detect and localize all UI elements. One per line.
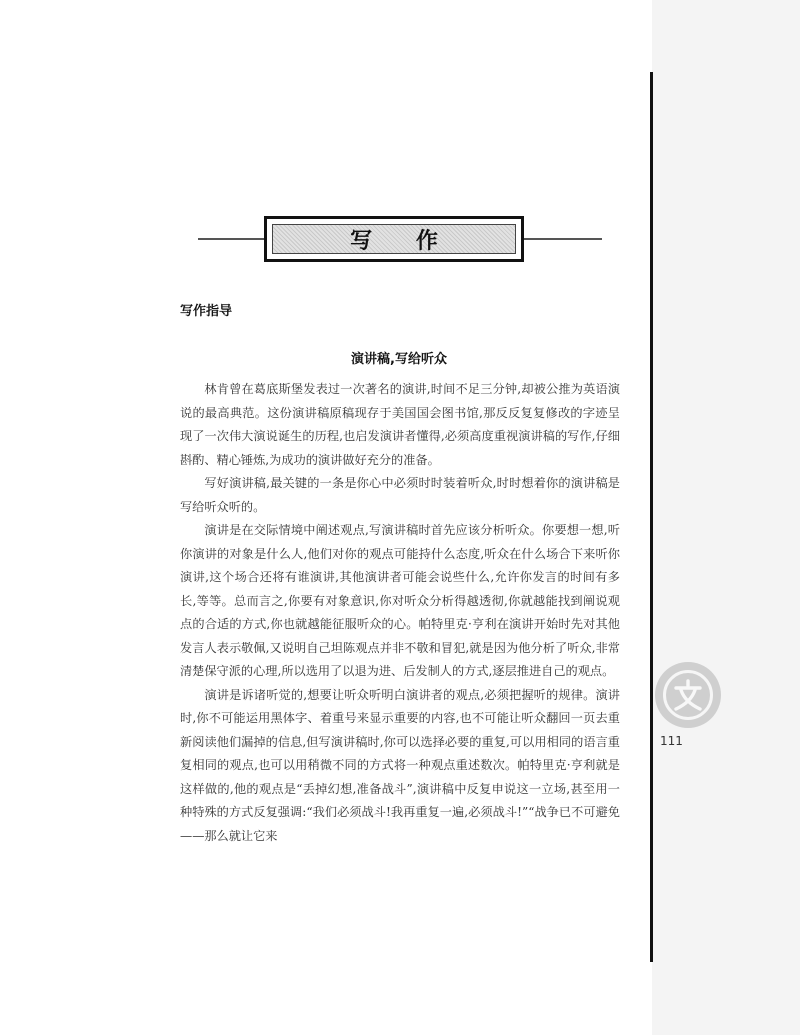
chapter-title: 写 作 [350, 228, 456, 254]
page-margin-strip [652, 0, 800, 1035]
emblem-ring [663, 670, 713, 720]
page-number: 111 [660, 734, 683, 748]
wen-emblem-icon [655, 662, 721, 728]
wen-glyph-icon [671, 678, 705, 712]
paragraph: 写好演讲稿,最关键的一条是你心中必须时时装着听众,时时想着你的演讲稿是写给听众听的。 [180, 476, 620, 514]
banner-rule-right [524, 238, 602, 240]
margin-rule [650, 72, 653, 962]
article-body [180, 378, 620, 848]
chapter-banner [264, 216, 524, 262]
section-label: 写作指导 [180, 304, 233, 319]
paragraph: 林肯曾在葛底斯堡发表过一次著名的演讲,时间不足三分钟,却被公推为英语演说的最高典范。这份演讲稿原稿现存于美国国会图书馆,那反反复复修改的字迹呈现了一次伟大演说诞生的历程,也启发演讲者懂得,必须高度重视演讲稿的写作,仔细斟酌、精心锤炼,为成功的演讲做好充分的准备。 [180, 382, 620, 467]
chapter-banner-inner [272, 224, 516, 254]
paragraph: 演讲是在交际情境中阐述观点,写演讲稿时首先应该分析听众。你要想一想,听你演讲的对象是什么人,他们对你的观点可能持什么态度,听众在什么场合下来听你演讲,这个场合还将有谁演讲,其他演讲者可能会说些什么,允许你发言的时间有多长,等等。总而言之,你要有对象意识,你对听众分析得越透彻,你就越能找到阐说观点的合适的方式,你也就越能征服听众的心。帕特里克·亨利在演讲开始时先对其他发言人表示敬佩,又说明自己坦陈观点并非不敬和冒犯,就是因为他分析了听众,非常清楚保守派的心理,所以选用了以退为进、后发制人的方式,逐层推进自己的观点。 [180, 523, 620, 678]
paragraph: 演讲是诉诸听觉的,想要让听众听明白演讲者的观点,必须把握听的规律。演讲时,你不可能运用黑体字、着重号来显示重要的内容,也不可能让听众翻回一页去重新阅读他们漏掉的信息,但写演讲稿时,你可以选择必要的重复,可以用相同的语言重复相同的观点,也可以用稍微不同的方式将一种观点重述数次。帕特里克·亨利就是这样做的,他的观点是“丢掉幻想,准备战斗”,演讲稿中反复申说这一立场,甚至用一种特殊的方式反复强调:“我们必须战斗!我再重复一遍,必须战斗!”“战争已不可避免——那么就让它来 [180, 687, 620, 843]
banner-rule-left [198, 238, 264, 240]
article-title: 演讲稿,写给听众 [351, 352, 447, 367]
